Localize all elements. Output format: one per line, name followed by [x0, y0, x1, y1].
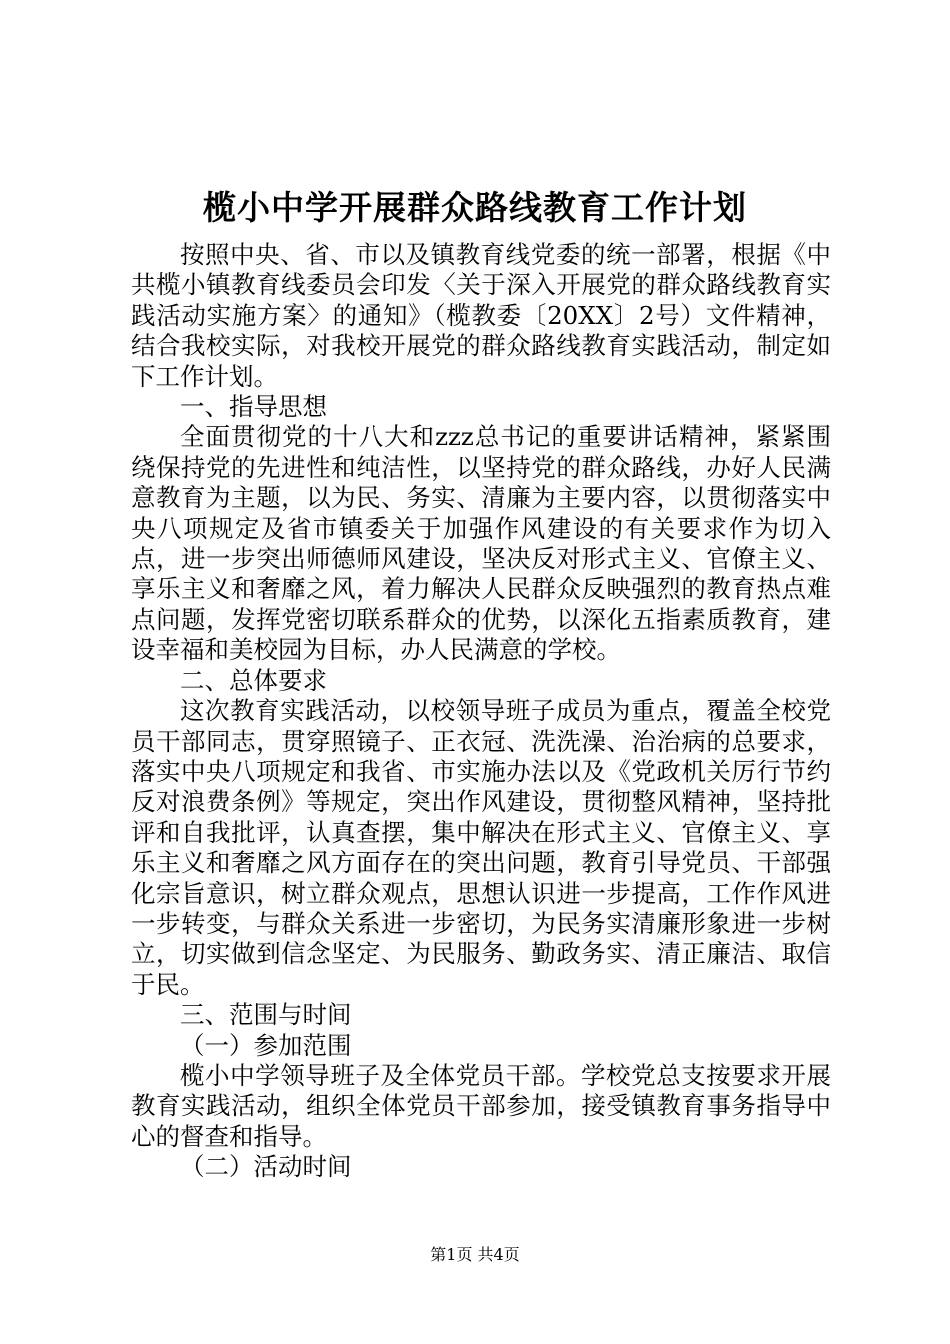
guiding-thought-paragraph: 全面贯彻党的十八大和zzz总书记的重要讲话精神，紧紧围绕保持党的先进性和纯洁性，以坚持党的群众路线，办好人民满意教育为主题，以为民、务实、清廉为主要内容，以贯彻落实中央八项规定及省市镇委关于加强作风建设的有关要求作为切入点，进一步突出师德师风建设，坚决反对形式主义、官僚主义、享乐主义和奢靡之风，着力解决人民群众反映强烈的教育热点难点问题，发挥党密切联系群众的优势，以深化五指素质教育，建设幸福和美校园为目标，办人民满意的学校。 — [131, 422, 831, 665]
section-heading-general-requirements: 二、总体要求 — [180, 665, 327, 695]
subsection-heading-scope: （一）参加范围 — [180, 1030, 352, 1060]
document-body — [131, 240, 831, 1183]
scope-paragraph: 榄小中学领导班子及全体党员干部。学校党总支按要求开展教育实践活动，组织全体党员干部参加，接受镇教育事务指导中心的督查和指导。 — [131, 1060, 831, 1151]
intro-paragraph: 按照中央、省、市以及镇教育线党委的统一部署，根据《中共榄小镇教育线委员会印发〈关于深入开展党的群众路线教育实践活动实施方案〉的通知》（榄教委〔20XX〕2号）文件精神，结合我校实际，对我校开展党的群众路线教育实践活动，制定如下工作计划。 — [131, 240, 831, 391]
section-heading-scope-and-time: 三、范围与时间 — [180, 1000, 352, 1030]
page-number-footer: 第1页 共4页 — [430, 1245, 520, 1264]
general-requirements-paragraph: 这次教育实践活动，以校领导班子成员为重点，覆盖全校党员干部同志，贯穿照镜子、正衣冠、洗洗澡、治治病的总要求，落实中央八项规定和我省、市实施办法以及《党政机关厉行节约反对浪费条例》等规定，突出作风建设，贯彻整风精神，坚持批评和自我批评，认真查摆，集中解决在形式主义、官僚主义、享乐主义和奢靡之风方面存在的突出问题，教育引导党员、干部强化宗旨意识，树立群众观点，思想认识进一步提高，工作作风进一步转变，与群众关系进一步密切，为民务实清廉形象进一步树立，切实做到信念坚定、为民服务、勤政务实、清正廉洁、取信于民。 — [131, 696, 831, 999]
section-heading-guiding-thought: 一、指导思想 — [180, 392, 327, 422]
subsection-heading-activity-time: （二）活动时间 — [180, 1152, 352, 1182]
document-title: 榄小中学开展群众路线教育工作计划 — [203, 188, 747, 227]
